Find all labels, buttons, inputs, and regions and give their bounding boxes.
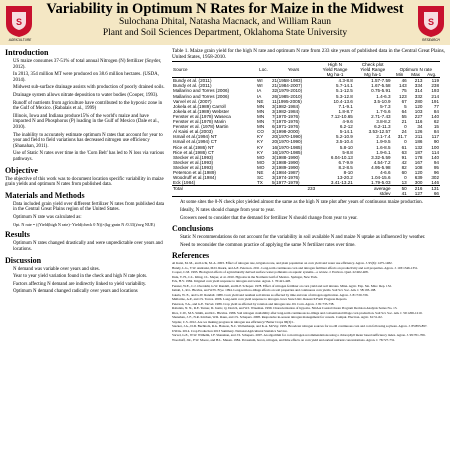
poster-department: Plant and Soil Sciences Department, Oklahoma State University	[102, 28, 348, 38]
table-cell: Ismail et al.(1994) NT	[173, 134, 217, 140]
table-cell: 117	[431, 134, 439, 140]
table-cell: Varvel et al. (2007)	[173, 98, 212, 104]
reference-item: Jokela, W. E., and G.W. Randall. 1989. Corn yield and residual soil nitrate as affected by time and rate of nitrogen application. Agron. J. 81:720-726.	[172, 292, 369, 297]
table-cell: 60	[401, 169, 407, 175]
table-cell: 5-8.8	[342, 149, 353, 155]
table-cell: 21(1984-2007)	[272, 83, 303, 89]
table-cell: 0	[404, 124, 407, 130]
findings-item: • Ideally, N rates should change from year to year.	[180, 208, 445, 214]
reference-item: USDA. 2014. Crop Production 2013 Summary. National Agricultural Statistics Service.	[172, 328, 288, 333]
reference-item: Eck, H.V. 1984. Irrigated corn yield response to nitrogen and water. Agron. J. 76:421-428.	[172, 279, 291, 284]
introduction-item: • US maize consumes 37-51% of total annual Nitrogen (N) fertilizer (Snyder, 2012).	[13, 59, 165, 70]
svg-text:S: S	[427, 17, 435, 27]
table-cell: 3.8-8.2	[376, 119, 391, 125]
table-cell: 191	[431, 98, 439, 104]
table-cell: 16(1970-1985)	[272, 149, 303, 155]
table-cell: 3.5-10.9	[373, 98, 391, 104]
table-cell: 167	[414, 159, 423, 165]
table-cell: 75	[401, 88, 407, 94]
table-cell: 3(1974-1976)	[272, 175, 300, 181]
table-cell: MN	[257, 108, 265, 114]
table-cell: Ismail et al.(1994) CT	[173, 139, 217, 145]
table-cell: 302	[431, 175, 439, 181]
table-header-cell: Yield Range	[360, 67, 386, 73]
table-cell: MN	[257, 124, 265, 130]
discussion-list	[5, 267, 165, 295]
table-cell: 42	[401, 159, 407, 165]
table-header-cell: Check plot	[354, 62, 392, 68]
table-cell: Stecker et al.(1993)	[173, 154, 214, 160]
table-cell: 24	[401, 129, 407, 135]
table-cell: CO	[257, 129, 264, 135]
table-cell: 300	[414, 180, 423, 186]
yield-table	[172, 61, 440, 197]
poster-header	[0, 0, 450, 45]
table-cell: 62	[433, 119, 439, 125]
reference-item: Varvel, G.E., W.W. Wilhelm, J.F. Shanahan, and J.S. Schepers. 2007. An algorithm for corn nitrogen recommendations using a chlorophyll meter based sufficiency index. Agron. J. 99:701-706.	[172, 333, 426, 338]
table-cell: 178	[414, 154, 423, 160]
table-cell: Bundy et al. (2011)	[173, 83, 212, 89]
table-cell: 5.1-12.5	[336, 88, 353, 94]
table-cell: Stecker et al.(1993)	[173, 164, 214, 170]
table-cell: TX	[257, 180, 263, 186]
introduction-item: • Illinois, Iowa and Indiana produce15% of the world's maize and have impacted N and Phosphorus (P) loading in the Gulf of Mexico (Dale et al., 2010).	[13, 114, 165, 131]
table-cell: 4.3-8.8	[338, 78, 353, 84]
table-cell: 4-9.6	[342, 119, 353, 125]
table-cell: Woodruff et al.(1984)	[173, 175, 216, 181]
table-cell: 20(1970-1990)	[272, 139, 303, 145]
table-cell: 119	[431, 78, 439, 84]
table-cell: Fenster et al.(1978) Marin	[173, 119, 226, 125]
table-cell: 13	[401, 180, 407, 186]
materials-item: • Data included grain yield over different fertilizer N rates from published data in the Central Great Plains region of the United States.	[13, 202, 165, 213]
reference-item: Fenster, W.E., C.J. Overdahl, G.W. Randall, and R.P. Schoper. 1978. Effect of nitrogen fertilizer on corn yield and soil nitrates. Minn. Agric. Exp. Stn. Misc. Rep. 152.	[172, 283, 392, 288]
table-cell: 140	[431, 154, 439, 160]
table-cell: 3(1982-1984)	[272, 103, 300, 109]
table-cell: 1.9-9.5	[376, 139, 391, 145]
reference-item: Bundy, L.G., T.W. Andraski, M.D. Ruark, and A.E. Peterson. 2011. Long-term continuous corn and nitrogen fertilizer effects on productivity and soil properties. Agron. J. 103:1346-1351.	[172, 265, 419, 270]
table-cell: MN	[257, 113, 265, 119]
table-cell: 13-20.2	[337, 175, 353, 181]
table-cell: 10.4-13.6	[333, 98, 353, 104]
table-cell: 90	[433, 139, 439, 145]
introduction-item: • Runoff of nutrients from agriculture have contributed to the hypoxic zone in the Gulf of Mexico. (Rabalais et al., 1999)	[13, 101, 165, 112]
table-cell: average	[354, 186, 392, 192]
table-cell	[316, 191, 354, 197]
table-cell: 1.04-15.6	[371, 175, 391, 181]
conclusions-list	[172, 235, 445, 248]
table-cell: Fenster et al.(1978) Waseca	[173, 113, 231, 119]
table-header-cell: Loc.	[259, 67, 268, 73]
materials-heading: Materials and Methods	[5, 190, 85, 200]
reference-item: Shanahan, J. F., N.R. Kitchen, W.R. Raun, and J.S. Schepers. 2008. Responsive in-season nitrogen management for cereals. Comput. Electron. Agric. 61:51-62.	[172, 315, 383, 320]
table-cell: 5.7-14.1	[336, 83, 353, 89]
reference-item: Stecker, J.A., D.D. Buchholz, R.G. Hanson, N.C. Wollenhaupt, and K.A. McVay. 1993. Broadcast nitrogen sources for no-till continuous corn and corn following soybean. Agron. J. 85:893-897.	[172, 324, 428, 329]
findings-item: • At some sites the 0-N check plot yielded almost the same as the high N rate plot after years of continuous maize production.	[180, 200, 445, 206]
table-cell: 26(1985-2010)	[272, 93, 303, 99]
reference-item: Rice, C.W., M.S. Smith, and R.L. Blevins. 1986. Soil nitrogen availability after long-term continuous no-tillage and conventional tillage corn production. Soil Sci. Soc. Am. J. 50:1206-1210.	[172, 310, 423, 315]
table-cell: MO	[257, 154, 265, 160]
table-cell: 21	[401, 119, 407, 125]
table-cell: 77	[433, 103, 439, 109]
table-cell: stdev	[354, 191, 392, 197]
discussion-item: • Year to year yield variation found in the check and high N rate plots.	[13, 274, 165, 280]
reference-item: Mallarino, A.P., and J.S. Torres. 2006. Long-term corn yield response to nitrogen. Iowa State Univ. Research Farm Progress Reports.	[172, 297, 348, 302]
table-cell: 280	[414, 98, 423, 104]
table-cell: 67	[401, 98, 407, 104]
table-cell: 5-14.1	[339, 129, 353, 135]
results-item: • Optimum N rates changed drastically and were unpredictable over years and locations.	[13, 241, 165, 252]
right-logo-caption: RESEARCH	[422, 38, 440, 42]
table-cell: 3.41-13.21	[330, 180, 353, 186]
table-cell: 5	[404, 103, 407, 109]
table-header-cell: Min	[392, 72, 408, 78]
findings-list	[172, 200, 445, 221]
reference-item: Dale, V. H., C.L. Kling, J.L. Meyer, et al. 2010. Hypoxia in the Northern Gulf of Mexico. Springer, New York.	[172, 274, 318, 279]
table-cell: MN	[257, 103, 265, 109]
conclusions-item: • Need to reconsider the common practice of applying the same N fertilizer rates over time.	[180, 243, 445, 249]
table-header-cell: Years	[287, 67, 300, 73]
table-cell: KY	[257, 144, 264, 150]
table-cell: 1.4-6.3	[376, 93, 391, 99]
table-cell: 238	[431, 83, 439, 89]
references-list	[172, 262, 445, 342]
table-cell: 6(1971-1976)	[272, 124, 300, 130]
materials-list	[5, 202, 165, 221]
table-cell: 143	[399, 83, 407, 89]
table-cell: 3.5-10.4	[336, 139, 353, 145]
osu-agriculture-logo	[4, 4, 34, 38]
table-cell: 193	[431, 88, 439, 94]
introduction-list	[5, 59, 165, 163]
table-summary-row	[172, 191, 440, 197]
table-cell: 146	[431, 180, 439, 186]
table-cell: 46	[401, 78, 407, 84]
table-cell: Total	[172, 186, 256, 192]
table-header-cell: Optimum N rate	[399, 67, 432, 73]
table-cell: Jokela et al.(1989) Webster	[173, 108, 230, 114]
svg-text:S: S	[15, 17, 23, 27]
optimum-n-formula: Opt. N rate = ((Yield(high N rate)−Yield(check 0 N))×(kg·grain N /0.33))/avg NUE)	[13, 222, 155, 228]
table-header-cell: Avg.	[423, 72, 440, 78]
table-cell: Rice et al.(1986) CT	[173, 149, 215, 155]
references-heading: References	[172, 251, 210, 261]
table-header-cell: Mg ha-1	[354, 72, 392, 78]
table-cell: 114	[431, 149, 439, 155]
osu-research-logo	[416, 4, 446, 38]
table-cell: 7(1970-1976)	[272, 119, 300, 125]
results-list	[5, 241, 165, 252]
reference-item: Al Kaisi, M. M., and Licht, M. A. 2003. Effect of nitrogen rate, irrigation rate, and plant population on corn yield and water use efficiency. Agron. J. 95(6): 1475-1482.	[172, 261, 393, 266]
table-cell: IA	[257, 93, 262, 99]
table-cell: 1.57-7.59	[371, 78, 391, 84]
table-cell: 4-6.6	[380, 169, 391, 175]
table-cell: 334	[414, 83, 423, 89]
table-cell: KY	[257, 149, 264, 155]
table-cell: 1.79-5.03	[371, 180, 391, 186]
table-cell: 63	[401, 149, 407, 155]
table-cell: KY	[257, 134, 264, 140]
table-cell: 116	[415, 119, 423, 125]
reference-item: Ismail, I., R.L. Blevins, and W.W. Frye. 1994. Long-term no-tillage effects on soil properties and continuous corn yields. Soil Sci. Soc. Am. J. 58:193-198.	[172, 288, 377, 293]
table-cell: 61	[401, 144, 407, 150]
reference-item: Cooper, C.M. 1993. Biological effects of agriculturally derived surface water pollutants on aquatic systems—a review. J. Environ. Qual. 22:402-408.	[172, 270, 369, 275]
table-cell: 123	[399, 93, 407, 99]
table-cell	[172, 191, 256, 197]
table-cell: Jokela et al.(1989) Carroll	[173, 103, 226, 109]
left-column	[5, 48, 165, 446]
table-cell: 1.7-5.6	[376, 108, 391, 114]
table-cell: Mallarino and Torres (2006)	[173, 88, 230, 94]
table-cell: MN	[257, 119, 265, 125]
table-cell: 4.54-7.2	[373, 159, 391, 165]
table-cell: 96	[433, 169, 439, 175]
table-cell: 64	[401, 108, 407, 114]
table-cell: 8.2-8.5	[338, 164, 353, 170]
table-cell: 6.7-9.9	[338, 159, 353, 165]
table-cell: 1.6-8.5	[376, 144, 391, 150]
right-column	[172, 48, 445, 446]
table-cell: 82	[401, 164, 407, 170]
table-cell: 0	[404, 175, 407, 181]
table-cell: 5.8-10	[339, 144, 353, 150]
table-cell: 15	[433, 124, 439, 130]
table-cell: KY	[257, 139, 264, 145]
table-cell: 5-7.3	[380, 103, 391, 109]
table-cell: 91	[401, 154, 407, 160]
table-cell: 332	[414, 93, 423, 99]
poster-authors: Sulochana Dhital, Natasha Macnack, and William Raun	[118, 17, 332, 27]
poster-title: Variability in Optimum N Rates for Maize in the Midwest	[46, 1, 404, 17]
table-cell: 5.2-10.9	[336, 134, 353, 140]
table-cell: 6.2-12	[339, 124, 353, 130]
table-cell: 20(1970-1990)	[272, 134, 303, 140]
discussion-heading: Discussion	[5, 255, 42, 265]
table-cell: 7(1970-1976)	[272, 113, 300, 119]
table-cell: WI	[257, 83, 263, 89]
table-cell: 7.1-9.1	[338, 103, 353, 109]
table-cell: 4(1984-1987)	[272, 169, 300, 175]
table-cell: 103	[414, 108, 423, 114]
table-cell: 8-10	[343, 169, 353, 175]
table-cell: 214	[431, 93, 439, 99]
table-cell: 314	[414, 88, 423, 94]
table-cell: 3.53-12.57	[368, 129, 391, 135]
discussion-item: • N demand was variable over years and sites.	[13, 267, 165, 273]
table-cell: 211	[415, 134, 423, 140]
table-cell: 100	[431, 144, 439, 150]
table-cell: 3(1988-1990)	[272, 159, 300, 165]
table-header-cell: Max	[408, 72, 424, 78]
table-header-cell: Yield Range	[322, 67, 348, 73]
table-cell: 2(1989-1990)	[272, 164, 300, 170]
table-cell: Rice et al.(1986) NT	[173, 144, 215, 150]
table-cell: 94	[433, 159, 439, 165]
introduction-item: • Use of Static N rates over time in the 'Corn Belt' has led to N loss via various pathways.	[13, 151, 165, 162]
table-cell: 32(1979-2010)	[272, 88, 303, 94]
table-cell: 1.67-5.58	[371, 83, 391, 89]
table-cell	[271, 191, 316, 197]
table-cell: 120	[414, 169, 423, 175]
table-cell: Peterson et al.(1989)	[173, 169, 216, 175]
table-cell: 108	[414, 164, 423, 170]
table-header-cell: Source	[173, 67, 188, 73]
table-cell: 5(1977-1979)	[272, 180, 300, 186]
introduction-item: • The inability to accurately estimate optimum N rates that account for year to year and field to field variations has decreased nitrogen use efficiency (Shanahan, 2011).	[13, 133, 165, 150]
table-cell: 140	[431, 113, 439, 119]
table-cell: Mallarino and Torres (2006)	[173, 93, 230, 99]
table-cell: 227	[414, 113, 423, 119]
conclusions-item: • Static N recommendations do not account for the variability in soil available N and maize N uptake as influenced by weather.	[180, 235, 445, 241]
table-caption: Table 1. Maize grain yield for the high N rate and optimum N rate from 233 site years of published data in the Central Great Plains, United States, 1958-2010.	[172, 48, 445, 60]
table-cell: 2.1-7.4	[376, 134, 391, 140]
table-cell: 127	[408, 191, 424, 197]
table-cell: 131	[423, 186, 440, 192]
table-cell: 1.8-8.7	[338, 108, 353, 114]
table-cell: 5.3-12.8	[336, 93, 353, 99]
table-cell: MO	[257, 164, 265, 170]
table-cell: Fenster et al. (1978) Martin	[173, 124, 229, 130]
table-cell: NE	[257, 98, 264, 104]
table-cell: 7.12-10.65	[330, 113, 353, 119]
objective-heading: Objective	[5, 165, 38, 175]
reference-item: Woodruff, J.R., F.W. Moore, and H.L. Musen. 1984. Potassium, boron, nitrogen, and lime effects on corn yield and earleaf nutrient concentrations. Agron. J. 76:727-731.	[172, 337, 396, 342]
table-cell: 0.75-5.91	[371, 88, 391, 94]
table-cell: MO	[257, 159, 265, 165]
table-cell: 16(1970-1985)	[272, 144, 303, 150]
table-cell: IA	[257, 88, 262, 94]
reference-item: Peterson, T.A., and G.E. Varvel. 1989. Crop yield as affected by rotation and nitrogen rate. III. Corn. Agron. J. 81:735-738.	[172, 301, 335, 306]
table-cell: 34	[417, 124, 423, 130]
findings-item: • Growers need to consider that the demand for fertilizer N should change from year to year.	[180, 216, 445, 222]
table-cell: NE	[257, 169, 264, 175]
table-cell: 84	[433, 129, 439, 135]
table-cell: 639	[414, 175, 423, 181]
table-cell: 1.9-6.1	[376, 149, 391, 155]
table-cell: 0	[404, 139, 407, 145]
table-cell: 186	[414, 139, 423, 145]
table-cell: SC	[257, 175, 264, 181]
materials-item: • Optimum N rate was calculated as:	[13, 215, 165, 221]
table-cell: 41	[392, 191, 408, 197]
table-cell: Stecker et al.(1993)	[173, 159, 214, 165]
introduction-heading: Introduction	[5, 48, 49, 57]
table-cell: 126	[414, 129, 423, 135]
objective-text: The objective of this work was to document location specific variability in maize grain yields and optimum N rates from published data.	[5, 176, 164, 188]
reference-item: Snyder, C.S. 2012. Are we making progress in nitrogen use efficiency? Better Crops 96(3):1.	[172, 319, 295, 324]
table-header-cell: High N	[316, 62, 354, 68]
left-logo-caption: AGRICULTURE	[8, 38, 32, 42]
table-cell: WI	[257, 78, 263, 84]
introduction-item: • In 2013, 354 million MT were produced on 38.6 million hectares. (USDA, 2014).	[13, 72, 165, 83]
table-cell: 11(1995-2005)	[272, 98, 302, 104]
table-cell: Bundy et al. (2011)	[173, 78, 212, 84]
table-cell: Al Kaisi et al.(2003)	[173, 129, 213, 135]
table-cell: 4.95-5.98	[371, 164, 391, 170]
table-cell: 213	[414, 78, 423, 84]
table-cell: 66	[423, 191, 440, 197]
discussion-item: • Optimum N demand changed radically over years and locations	[13, 289, 165, 295]
table-cell: 216	[408, 186, 424, 192]
table-cell: 31.7	[397, 134, 407, 140]
table-cell: 6.04-10.13	[330, 154, 353, 160]
table-cell: 3(1988-1990)	[272, 154, 300, 160]
table-cell: 6.2-11.3	[374, 124, 391, 130]
table-cell: 50	[392, 186, 408, 192]
introduction-item: • Midwest sub-surface drainage assists with production of poorly drained soils.	[13, 85, 165, 91]
table-cell: 3(1998-2000)	[272, 129, 300, 135]
conclusions-heading: Conclusions	[172, 224, 214, 234]
table-cell: 3.32-5.59	[371, 154, 391, 160]
table-cell: 3(1982-1984)	[272, 108, 300, 114]
table-cell: 187	[414, 149, 423, 155]
table-cell: 2.71-7.43	[371, 113, 391, 119]
results-heading: Results	[5, 230, 30, 240]
table-cell: 95	[433, 164, 439, 170]
table-cell: 132	[414, 144, 423, 150]
table-cell: 233	[271, 186, 316, 192]
table-cell	[256, 191, 271, 197]
table-cell: 21(1958-1983)	[272, 78, 303, 84]
table-cell: 84	[433, 108, 439, 114]
table-cell: 120	[414, 103, 423, 109]
introduction-item: • Drainage system allows nitrate deposition to water bodies (Cooper, 1993).	[13, 93, 165, 99]
table-cell: 55	[401, 113, 407, 119]
table-cell: Eck (1984)	[173, 180, 196, 186]
discussion-item: • Factors affecting N demand are indirectly linked to yield variability.	[13, 282, 165, 288]
reference-item: Rabalais, N. N., R.E. Turner, D. Justic, Q. Dortch, and W.J. Wiseman. 1999. Characterization of hypoxia. NOAA Coastal Ocean Program Decision Analysis Series No. 15.	[172, 306, 398, 311]
table-header-cell: Mg ha-1	[316, 72, 354, 78]
